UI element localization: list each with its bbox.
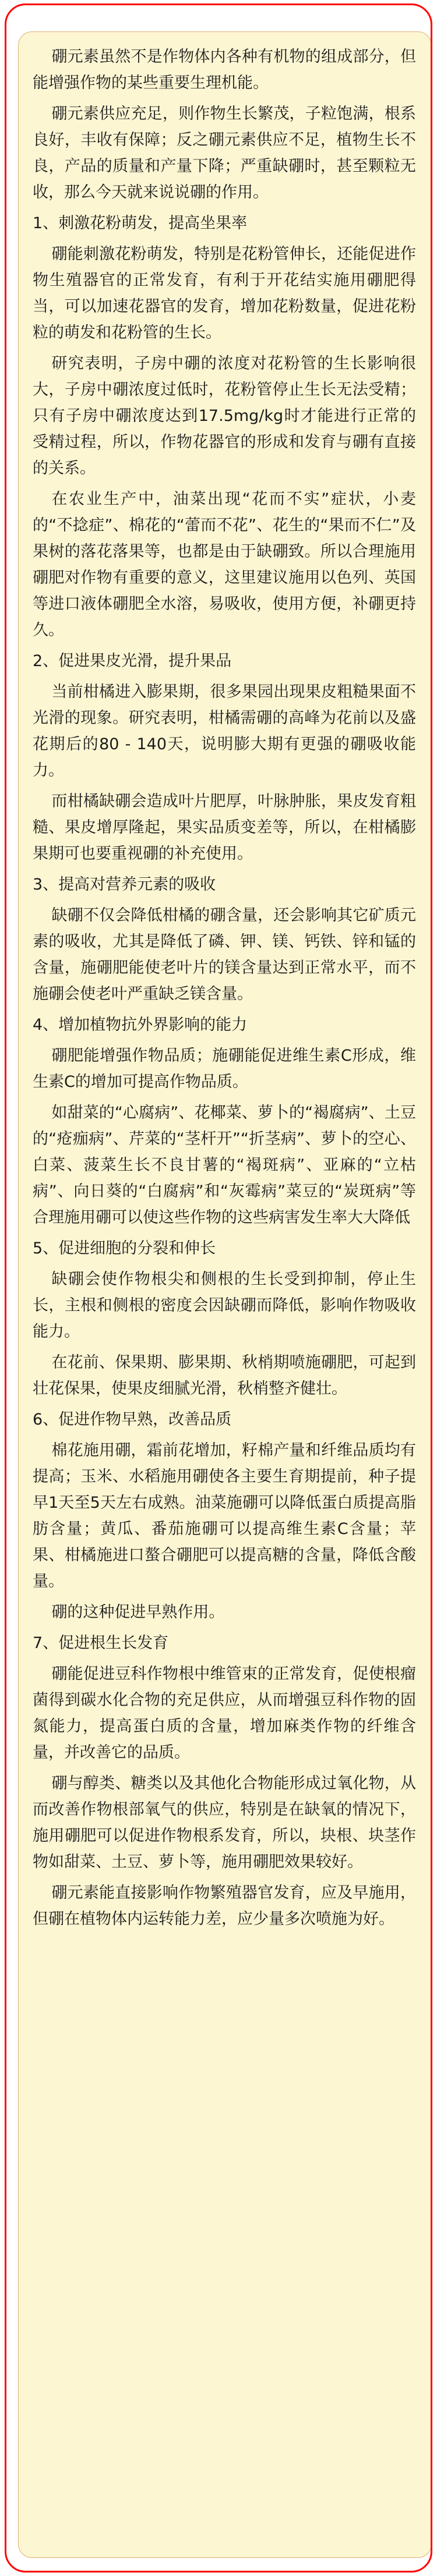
intro-paragraph-2: 硼元素供应充足，则作物生长繁茂，子粒饱满，根系良好，丰收有保障；反之硼元素供应不足，植物生长不良，产品的质量和产量下降；严重缺硼时，甚至颗粒无收，那么今天就来说说硼的作用。 [33,105,416,201]
section-4-paragraph-1: 硼肥能增强作物品质；施硼能促进维生素C形成，维生素C的增加可提高作物品质。 [33,1047,416,1091]
section-6-paragraph-2: 硼的这种促进早熟作用。 [51,1603,225,1621]
section-5-paragraph-1: 缺硼会使作物根尖和侧根的生长受到抑制，停止生长，主根和侧根的密度会因缺硼而降低，影响作物吸收能力。 [33,1270,416,1341]
intro-paragraph-1: 硼元素虽然不是作物体内各种有机物的组成部分，但能增强作物的某些重要生理机能。 [33,48,416,92]
section-heading-5: 5、促进细胞的分裂和伸长 [33,1239,216,1257]
section-7-paragraph-2: 硼与醇类、糖类以及其他化合物能形成过氧化物，从而改善作物根部氧气的供应，特别是在缺氧的情况下，施用硼肥可以促进作物根系发育，所以，块根、块茎作物如甜菜、土豆、萝卜等，施用硼肥效果较好。 [33,1774,416,1871]
section-heading-7: 7、促进根生长发育 [33,1634,169,1652]
section-3-paragraph-1: 缺硼不仅会降低柑橘的硼含量，还会影响其它矿质元素的吸收，尤其是降低了磷、钾、镁、钙铁、锌和锰的含量，施硼肥能使老叶片的镁含量达到正常水平，而不施硼会使老叶严重缺乏镁含量。 [33,906,416,1003]
section-heading-3: 3、提高对营养元素的吸收 [33,876,216,894]
section-heading-6: 6、促进作物早熟，改善品质 [33,1411,232,1429]
section-heading-2: 2、促进果皮光滑，提升果品 [33,652,232,670]
section-2-paragraph-2: 而柑橘缺硼会造成叶片肥厚，叶脉肿胀，果皮发育粗糙、果皮增厚隆起，果实品质变差等，所以，在柑橘膨果期可也要重视硼的补充使用。 [33,792,416,863]
section-1-paragraph-2: 研究表明，子房中硼的浓度对花粉管的生长影响很大，子房中硼浓度过低时，花粉管停止生长无法受精；只有子房中硼浓度达到17.5mg/kg时才能进行正常的受精过程，所以，作物花器官的形成和发育与硼有直接的关系。 [33,355,416,477]
section-6-paragraph-1: 棉花施用硼，霜前花增加，籽棉产量和纤维品质均有提高；玉米、水稻施用硼使各主要生育期提前，种子提早1天至5天左右成熟。油菜施硼可以降低蛋白质提高脂肪含量；黄瓜、番茄施硼可以提高维生素C含量；苹果、柑橘施进口螯合硼肥可以提高糖的含量，降低含酸量。 [33,1441,416,1590]
section-4-paragraph-2: 如甜菜的“心腐病”、花椰菜、萝卜的“褐腐病”、土豆的“疮痂病”、芹菜的“茎杆开”“折茎病”、萝卜的空心、白菜、菠菜生长不良甘薯的“褐斑病”、亚麻的“立枯病”、向日葵的“白腐病”和“灰霉病”菜豆的“炭斑病”等合理施用硼可以使这些作物的这些病害发生率大大降低 [33,1104,416,1227]
section-7-paragraph-1: 硼能促进豆科作物根中维管束的正常发育，促使根瘤菌得到碳水化合物的充足供应，从而增强豆科作物的固氮能力，提高蛋白质的含量，增加麻类作物的纤维含量，并改善它的品质。 [33,1665,416,1762]
red-outer-frame [5,3,432,2573]
section-1-paragraph-3: 在农业生产中，油菜出现“花而不实”症状，小麦的“不捻症”、棉花的“蕾而不花”、花生的“果而不仁”及果树的落花落果等，也都是由于缺硼致。所以合理施用硼肥对作物有重要的意义，这里建议施用以色列、英国等进口液体硼肥全水溶，易吸收，使用方便，补硼更持久。 [33,490,416,639]
section-2-paragraph-1: 当前柑橘进入膨果期，很多果园出现果皮粗糙果面不光滑的现象。研究表明，柑橘需硼的高峰为花前以及盛花期后的80 - 140天，说明膨大期有更强的硼吸收能力。 [33,683,416,779]
section-5-paragraph-2: 在花前、保果期、膨果期、秋梢期喷施硼肥，可起到壮花保果，使果皮细腻光滑，秋梢整齐健壮。 [33,1353,416,1398]
section-heading-4: 4、增加植物抗外界影响的能力 [33,1016,248,1034]
section-1-paragraph-1: 硼能刺激花粉萌发，特别是花粉管伸长，还能促进作物生殖器官的正常发育，有利于开花结实施用硼肥得当，可以加速花器官的发育，增加花粉数量，促进花粉粒的萌发和花粉管的生长。 [33,245,416,342]
article-card [18,31,432,2558]
section-heading-1: 1、刺激花粉萌发，提高坐果率 [33,214,248,232]
closing-paragraph: 硼元素能直接影响作物繁殖器官发育，应及早施用，但硼在植物体内运转能力差，应少量多次喷施为好。 [33,1884,416,1928]
